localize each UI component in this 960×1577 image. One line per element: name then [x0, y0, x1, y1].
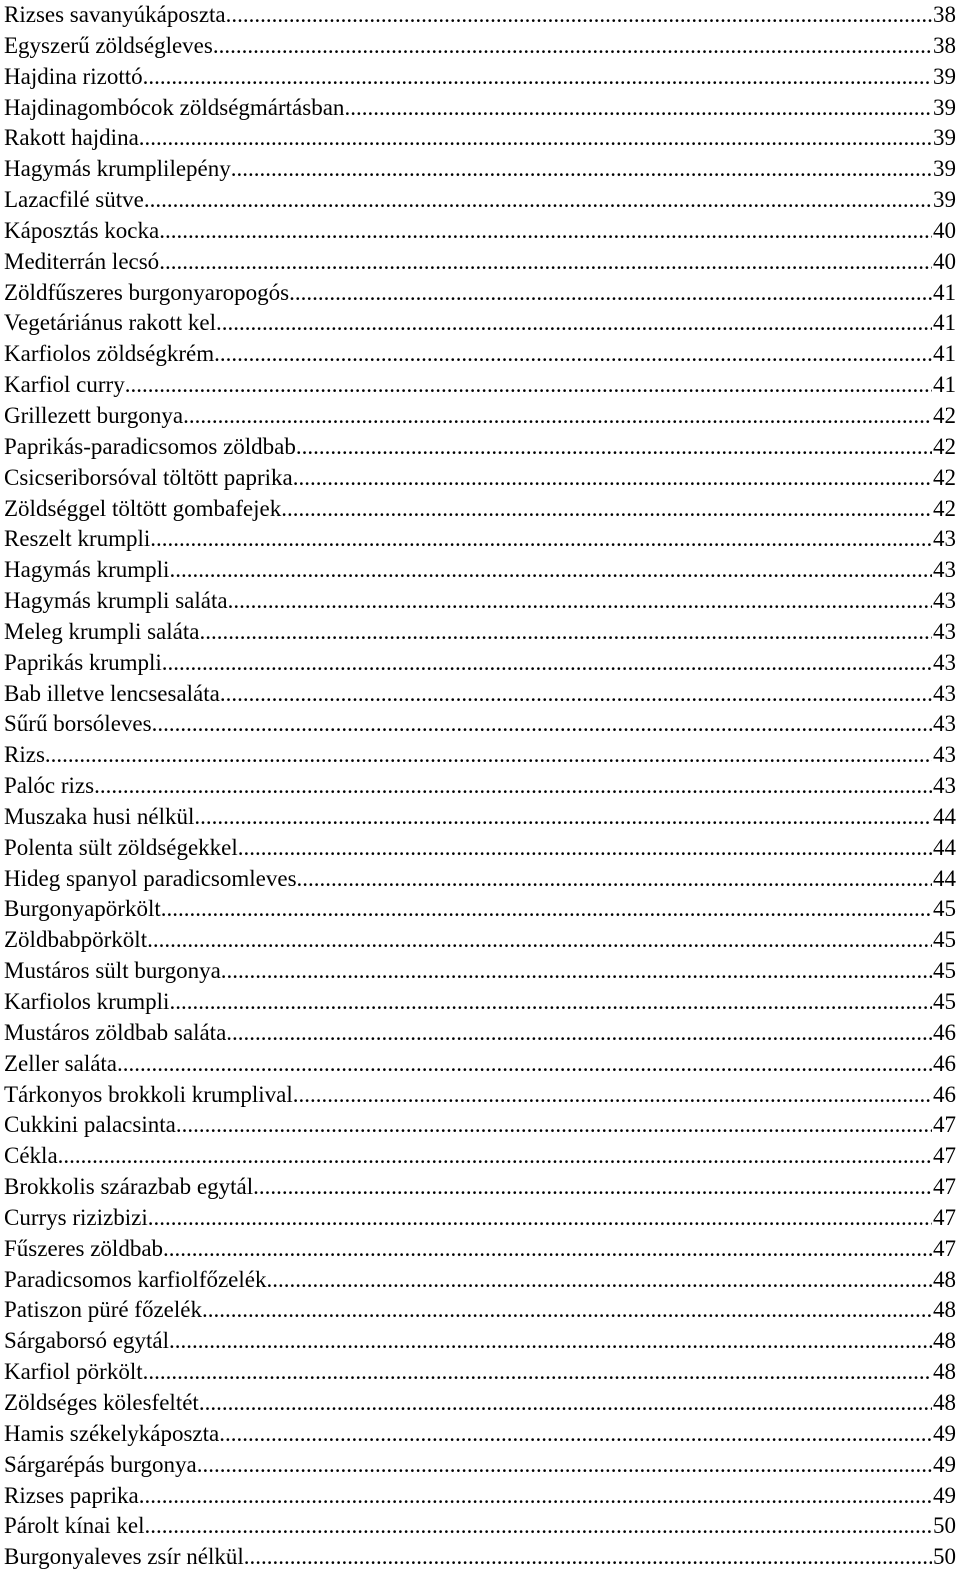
- toc-entry-title: Zöldséggel töltött gombafejek: [4, 495, 282, 521]
- toc-dot-leader: [267, 1265, 933, 1296]
- toc-entry-page-number: 48: [933, 1389, 956, 1415]
- toc-entry[interactable]: [4, 956, 956, 987]
- toc-entry-page-number: 49: [933, 1482, 956, 1508]
- toc-dot-leader: [231, 154, 932, 185]
- toc-entry[interactable]: [4, 185, 956, 216]
- toc-entry-page-number: 44: [933, 834, 956, 860]
- toc-entry-title: Rizs: [4, 742, 45, 768]
- toc-dot-leader: [220, 679, 932, 710]
- toc-entry[interactable]: [4, 679, 956, 710]
- toc-entry[interactable]: [4, 925, 956, 956]
- toc-entry[interactable]: [4, 278, 956, 309]
- toc-entry-title: Cékla: [4, 1143, 58, 1169]
- toc-entry-title: Tárkonyos brokkoli krumplival: [4, 1081, 293, 1107]
- toc-entry-page-number: 47: [933, 1204, 956, 1230]
- toc-entry-title: Hideg spanyol paradicsomleves: [4, 865, 297, 891]
- toc-dot-leader: [221, 956, 932, 987]
- toc-entry-title: Reszelt krumpli: [4, 526, 151, 552]
- toc-entry-title: Sárgaborsó egytál: [4, 1328, 170, 1354]
- toc-entry[interactable]: [4, 1388, 956, 1419]
- toc-entry-title: Káposztás kocka: [4, 217, 160, 243]
- toc-entry-title: Rizses paprika: [4, 1482, 139, 1508]
- toc-entry-title: Polenta sült zöldségekkel: [4, 834, 238, 860]
- toc-dot-leader: [199, 1388, 932, 1419]
- toc-entry-title: Hagymás krumpli: [4, 557, 170, 583]
- toc-entry-title: Mustáros sült burgonya: [4, 958, 221, 984]
- toc-dot-leader: [253, 1172, 932, 1203]
- toc-entry[interactable]: [4, 894, 956, 925]
- toc-entry-page-number: 45: [933, 927, 956, 953]
- toc-entry-page-number: 43: [933, 742, 956, 768]
- toc-entry-title: Hamis székelykáposzta: [4, 1420, 220, 1446]
- toc-entry-title: Rakott hajdina: [4, 125, 139, 151]
- toc-dot-leader: [147, 925, 932, 956]
- toc-dot-leader: [94, 771, 932, 802]
- toc-entry[interactable]: [4, 1357, 956, 1388]
- toc-entry[interactable]: [4, 648, 956, 679]
- toc-entry-page-number: 46: [933, 1019, 956, 1045]
- toc-dot-leader: [219, 1419, 932, 1450]
- toc-entry-title: Vegetáriánus rakott kel: [4, 310, 217, 336]
- toc-entry-title: Paprikás-paradicsomos zöldbab: [4, 433, 296, 459]
- toc-entry-title: Palóc rizs: [4, 773, 95, 799]
- toc-entry-page-number: 44: [933, 803, 956, 829]
- toc-entry-page-number: 49: [933, 1451, 956, 1477]
- toc-dot-leader: [228, 586, 932, 617]
- toc-entry[interactable]: [4, 833, 956, 864]
- toc-entry-page-number: 43: [933, 557, 956, 583]
- table-of-contents: [4, 0, 956, 1573]
- toc-entry-page-number: 41: [933, 279, 956, 305]
- toc-dot-leader: [139, 123, 932, 154]
- toc-entry-page-number: 45: [933, 989, 956, 1014]
- toc-dot-leader: [216, 308, 932, 339]
- toc-dot-leader: [148, 1203, 932, 1234]
- toc-entry-page-number: 47: [933, 1235, 956, 1261]
- toc-dot-leader: [117, 1049, 932, 1080]
- toc-dot-leader: [226, 1018, 932, 1049]
- toc-entry-page-number: 50: [933, 1513, 956, 1539]
- toc-entry-page-number: 43: [933, 588, 956, 614]
- toc-entry-title: Currys rizizbizi: [4, 1204, 148, 1230]
- toc-entry[interactable]: [4, 555, 956, 586]
- toc-entry[interactable]: [4, 1234, 956, 1265]
- toc-dot-leader: [143, 1357, 932, 1388]
- toc-dot-leader: [199, 617, 932, 648]
- toc-entry[interactable]: [4, 494, 956, 525]
- toc-entry[interactable]: [4, 0, 956, 31]
- toc-entry-page-number: 42: [933, 402, 956, 428]
- toc-entry[interactable]: [4, 740, 956, 771]
- toc-entry[interactable]: [4, 1481, 956, 1512]
- toc-entry-page-number: 47: [933, 1112, 956, 1138]
- toc-entry[interactable]: [4, 93, 956, 124]
- toc-entry-page-number: 39: [933, 63, 956, 89]
- toc-entry[interactable]: [4, 1049, 956, 1080]
- toc-dot-leader: [176, 1110, 932, 1141]
- toc-entry-title: Karfiolos zöldségkrém: [4, 341, 215, 367]
- toc-entry-page-number: 47: [933, 1143, 956, 1169]
- toc-entry-page-number: 43: [933, 773, 956, 799]
- toc-dot-leader: [163, 1234, 932, 1265]
- toc-dot-leader: [296, 432, 932, 463]
- toc-entry[interactable]: [4, 1141, 956, 1172]
- toc-entry-title: Hajdina rizottó: [4, 63, 143, 89]
- toc-entry-page-number: 43: [933, 680, 956, 706]
- toc-entry-title: Karfiol pörkölt: [4, 1359, 143, 1385]
- toc-dot-leader: [281, 494, 932, 525]
- toc-entry-page-number: 41: [933, 341, 956, 367]
- toc-entry-page-number: 50: [933, 1544, 956, 1570]
- toc-dot-leader: [202, 1295, 932, 1326]
- toc-entry-page-number: 38: [933, 2, 956, 27]
- toc-entry-title: Zöldséges kölesfeltét: [4, 1389, 199, 1415]
- toc-entry[interactable]: [4, 401, 956, 432]
- toc-entry[interactable]: [4, 154, 956, 185]
- toc-dot-leader: [145, 1511, 932, 1542]
- toc-dot-leader: [58, 1141, 932, 1172]
- toc-entry[interactable]: [4, 308, 956, 339]
- toc-entry-title: Lazacfilé sütve: [4, 187, 144, 213]
- toc-entry[interactable]: [4, 1018, 956, 1049]
- toc-entry-page-number: 48: [933, 1359, 956, 1385]
- toc-entry-title: Hagymás krumpli saláta: [4, 588, 228, 614]
- toc-entry-title: Brokkolis szárazbab egytál: [4, 1174, 254, 1200]
- toc-entry-title: Patiszon püré főzelék: [4, 1297, 202, 1323]
- toc-entry-page-number: 47: [933, 1174, 956, 1200]
- toc-entry-title: Csicseriborsóval töltött paprika: [4, 464, 293, 490]
- toc-dot-leader: [159, 247, 932, 278]
- toc-entry-page-number: 44: [933, 865, 956, 891]
- toc-entry[interactable]: [4, 802, 956, 833]
- toc-dot-leader: [139, 1481, 932, 1512]
- toc-entry-title: Sárgarépás burgonya: [4, 1451, 197, 1477]
- toc-entry[interactable]: [4, 709, 956, 740]
- toc-entry-page-number: 43: [933, 526, 956, 552]
- toc-entry[interactable]: [4, 31, 956, 62]
- toc-entry-title: Sűrű borsóleves: [4, 711, 152, 737]
- toc-entry-page-number: 39: [933, 156, 956, 182]
- toc-entry[interactable]: [4, 524, 956, 555]
- toc-entry-page-number: 45: [933, 958, 956, 984]
- toc-dot-leader: [183, 401, 932, 432]
- toc-dot-leader: [161, 894, 932, 925]
- toc-entry[interactable]: [4, 586, 956, 617]
- toc-entry[interactable]: [4, 1450, 956, 1481]
- toc-dot-leader: [143, 62, 932, 93]
- toc-entry[interactable]: [4, 1110, 956, 1141]
- toc-entry-title: Fűszeres zöldbab: [4, 1235, 164, 1261]
- toc-entry-page-number: 41: [933, 310, 956, 336]
- toc-entry-page-number: 46: [933, 1050, 956, 1076]
- toc-entry-page-number: 49: [933, 1420, 956, 1446]
- toc-dot-leader: [194, 802, 932, 833]
- toc-entry-title: Hagymás krumplilepény: [4, 156, 231, 182]
- toc-entry[interactable]: [4, 339, 956, 370]
- toc-entry-title: Grillezett burgonya: [4, 402, 184, 428]
- toc-entry[interactable]: [4, 1265, 956, 1296]
- toc-dot-leader: [125, 370, 932, 401]
- toc-entry-page-number: 43: [933, 618, 956, 644]
- toc-entry-title: Meleg krumpli saláta: [4, 618, 200, 644]
- toc-entry-page-number: 38: [933, 32, 956, 58]
- toc-dot-leader: [144, 185, 932, 216]
- toc-dot-leader: [150, 524, 932, 555]
- toc-entry[interactable]: [4, 62, 956, 93]
- toc-entry-title: Cukkini palacsinta: [4, 1112, 176, 1138]
- toc-entry-page-number: 40: [933, 248, 956, 274]
- toc-entry[interactable]: [4, 1203, 956, 1234]
- toc-entry-title: Zeller saláta: [4, 1050, 118, 1076]
- toc-entry-page-number: 42: [933, 495, 956, 521]
- toc-entry-page-number: 48: [933, 1297, 956, 1323]
- toc-entry-title: Párolt kínai kel: [4, 1513, 145, 1539]
- toc-entry-title: Bab illetve lencsesaláta: [4, 680, 220, 706]
- toc-dot-leader: [169, 555, 932, 586]
- toc-entry[interactable]: [4, 247, 956, 278]
- toc-entry-title: Paradicsomos karfiolfőzelék: [4, 1266, 267, 1292]
- toc-dot-leader: [197, 1450, 932, 1481]
- toc-entry[interactable]: [4, 463, 956, 494]
- toc-dot-leader: [159, 216, 932, 247]
- toc-entry-page-number: 43: [933, 649, 956, 675]
- toc-entry[interactable]: [4, 987, 956, 1018]
- toc-entry-title: Muszaka husi nélkül: [4, 803, 195, 829]
- toc-entry-page-number: 46: [933, 1081, 956, 1107]
- toc-entry-title: Egyszerű zöldségleves: [4, 32, 213, 58]
- toc-entry[interactable]: [4, 1419, 956, 1450]
- toc-entry-title: Burgonyapörkölt: [4, 896, 161, 922]
- toc-dot-leader: [152, 709, 932, 740]
- toc-entry[interactable]: [4, 617, 956, 648]
- toc-entry-title: Karfiol curry: [4, 372, 125, 398]
- toc-entry[interactable]: [4, 123, 956, 154]
- toc-entry-page-number: 48: [933, 1266, 956, 1292]
- toc-entry[interactable]: [4, 1511, 956, 1542]
- toc-dot-leader: [169, 987, 932, 1018]
- toc-entry[interactable]: [4, 1080, 956, 1111]
- toc-entry-page-number: 42: [933, 464, 956, 490]
- toc-entry-page-number: 45: [933, 896, 956, 922]
- toc-dot-leader: [226, 0, 932, 31]
- toc-entry-page-number: 43: [933, 711, 956, 737]
- toc-entry[interactable]: [4, 1172, 956, 1203]
- toc-entry-page-number: 42: [933, 433, 956, 459]
- toc-entry[interactable]: [4, 1326, 956, 1357]
- toc-entry-title: Zöldfűszeres burgonyaropogós: [4, 279, 290, 305]
- toc-entry-title: Rizses savanyúkáposzta: [4, 2, 226, 27]
- toc-dot-leader: [293, 463, 932, 494]
- toc-entry[interactable]: [4, 864, 956, 895]
- toc-entry-page-number: 40: [933, 217, 956, 243]
- toc-dot-leader: [213, 31, 932, 62]
- toc-entry-title: Zöldbabpörkölt: [4, 927, 148, 953]
- toc-dot-leader: [244, 1542, 932, 1573]
- toc-entry[interactable]: [4, 370, 956, 401]
- toc-entry-title: Mediterrán lecsó: [4, 248, 160, 274]
- toc-entry-page-number: 48: [933, 1328, 956, 1354]
- toc-dot-leader: [238, 833, 932, 864]
- toc-entry-title: Paprikás krumpli: [4, 649, 162, 675]
- toc-entry-title: Karfiolos krumpli: [4, 989, 170, 1014]
- toc-entry-title: Hajdinagombócok zöldségmártásban: [4, 94, 345, 120]
- toc-entry[interactable]: [4, 432, 956, 463]
- toc-dot-leader: [45, 740, 932, 771]
- toc-dot-leader: [162, 648, 932, 679]
- toc-entry[interactable]: [4, 1295, 956, 1326]
- toc-entry[interactable]: [4, 1542, 956, 1573]
- toc-dot-leader: [344, 93, 932, 124]
- toc-entry-title: Burgonyaleves zsír nélkül: [4, 1544, 244, 1570]
- toc-entry-page-number: 39: [933, 187, 956, 213]
- toc-dot-leader: [214, 339, 932, 370]
- toc-entry[interactable]: [4, 216, 956, 247]
- toc-dot-leader: [293, 1080, 932, 1111]
- toc-entry-page-number: 41: [933, 372, 956, 398]
- toc-dot-leader: [289, 278, 932, 309]
- toc-entry-title: Mustáros zöldbab saláta: [4, 1019, 227, 1045]
- toc-dot-leader: [169, 1326, 932, 1357]
- toc-entry-page-number: 39: [933, 94, 956, 120]
- toc-entry[interactable]: [4, 771, 956, 802]
- toc-entry-page-number: 39: [933, 125, 956, 151]
- toc-dot-leader: [297, 864, 932, 895]
